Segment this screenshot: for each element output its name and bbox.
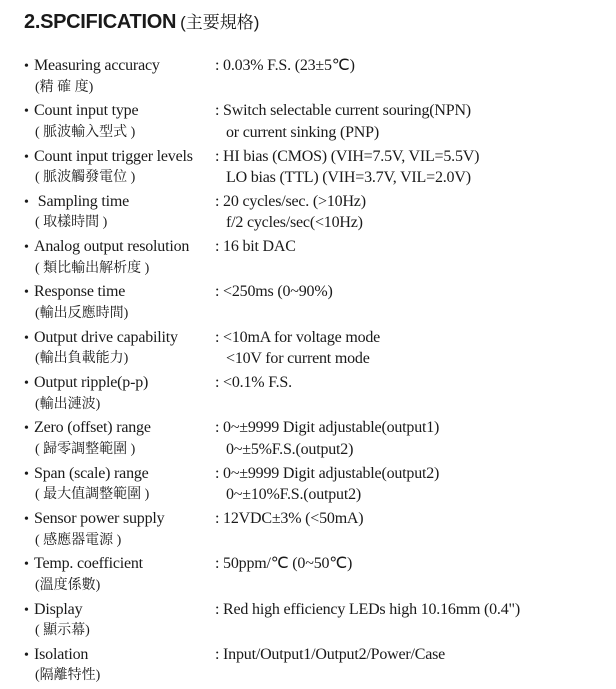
spec-label-cell [24,146,193,169]
spec-label-chinese: (精 確 度) [35,79,94,95]
spec-value: : Red high efficiency LEDs high 10.16mm (0.4") [215,600,520,618]
spec-label-cell [24,327,178,350]
spec-label-chinese: ( 脈波觸發電位 ) [35,170,136,186]
bullet-icon: • [24,511,29,527]
spec-value-continued: 0~±10%F.S.(output2) [226,486,362,504]
spec-value-continued: or current sinking (PNP) [226,123,379,141]
spec-value: : 0~±9999 Digit adjustable(output1) [215,419,440,437]
spec-row [24,146,614,191]
spec-label: Output ripple(p-p) [34,374,149,392]
spec-label-chinese: ( 脈波輸入型式 ) [35,124,136,140]
spec-row [24,327,614,372]
spec-label: Isolation [34,645,89,663]
spec-value: : <250ms (0~90%) [215,283,333,301]
bullet-icon: • [24,376,29,392]
spec-label: Count input type [34,102,139,120]
spec-label-chinese: ( 最大值調整範圍 ) [35,487,150,503]
spec-row [24,100,614,145]
spec-label: Display [34,600,83,618]
spec-label: Output drive capability [34,328,178,346]
spec-value: : <10mA for voltage mode [215,328,381,346]
spec-label-cell [24,372,148,395]
spec-value-continued: LO bias (TTL) (VIH=3.7V, VIL=2.0V) [226,169,471,187]
spec-row [24,463,614,508]
bullet-icon: • [24,104,29,120]
spec-label-cell [24,236,189,259]
bullet-icon: • [24,194,29,210]
bullet-icon: • [24,240,29,256]
spec-value: : <0.1% F.S. [215,374,292,392]
spec-row [24,417,614,462]
spec-value: : 12VDC±3% (<50mA) [215,509,364,527]
spec-value: : 0~±9999 Digit adjustable(output2) [215,464,440,482]
spec-row [24,372,614,417]
bullet-icon: • [24,149,29,165]
section-title-main: 2.SPCIFICATION [24,11,177,33]
spec-label-chinese: ( 取樣時間 ) [35,215,108,231]
spec-label-cell [24,644,88,667]
spec-value-continued: 0~±5%F.S.(output2) [226,440,354,458]
spec-value: : 0.03% F.S. (23±5℃) [215,57,355,74]
spec-row [24,553,614,598]
spec-row [24,55,614,100]
spec-label: Response time [34,283,126,301]
spec-label-chinese: (輸出漣波) [35,396,101,412]
spec-value-continued: f/2 cycles/sec(<10Hz) [226,214,363,232]
spec-label: Temp. coefficient [34,555,143,573]
spec-value: : HI bias (CMOS) (VIH=7.5V, VIL=5.5V) [215,147,480,165]
spec-label-cell [24,100,138,123]
spec-label: Count input trigger levels [34,147,193,165]
spec-value-continued: <10V for current mode [226,350,370,368]
spec-row [24,236,614,281]
spec-row [24,644,614,689]
spec-label-cell [24,417,151,440]
spec-label-chinese: ( 類比輸出解析度 ) [35,260,150,276]
spec-row [24,508,614,553]
bullet-icon: • [24,421,29,437]
spec-label-chinese: ( 感應器電源 ) [35,532,122,548]
spec-value: : 50ppm/℃ (0~50℃) [215,555,353,573]
spec-label: Sensor power supply [34,509,165,527]
spec-label-chinese: (隔離特性) [35,668,101,684]
bullet-icon: • [24,59,29,74]
spec-list [24,55,614,689]
spec-label-chinese: ( 顯示幕) [35,623,90,639]
spec-row [24,599,614,644]
spec-label-cell [24,281,125,304]
spec-label: Measuring accuracy [34,57,160,74]
spec-label: Zero (offset) range [34,419,151,437]
bullet-icon: • [24,466,29,482]
spec-label-cell [24,508,164,531]
spec-label-cell [24,191,129,214]
spec-label-cell [24,55,160,78]
bullet-icon: • [24,330,29,346]
spec-label: Span (scale) range [34,464,149,482]
section-title [24,8,259,34]
spec-value: : Input/Output1/Output2/Power/Case [215,645,446,663]
spec-label-chinese: (輸出負載能力) [35,351,129,367]
bullet-icon: • [24,602,29,618]
spec-row [24,281,614,326]
spec-label: Analog output resolution [34,238,190,256]
spec-label-cell [24,463,149,486]
spec-value: : 20 cycles/sec. (>10Hz) [215,192,366,210]
section-title-chinese: (主要規格) [180,13,260,32]
spec-label: Sampling time [34,192,129,210]
spec-label-chinese: (輸出反應時間) [35,306,129,322]
spec-value: : 16 bit DAC [215,238,296,256]
spec-label-chinese: (溫度係數) [35,577,101,593]
spec-row [24,191,614,236]
spec-label-cell [24,599,82,622]
bullet-icon: • [24,647,29,663]
bullet-icon: • [24,557,29,573]
bullet-icon: • [24,285,29,301]
spec-label-cell [24,553,143,576]
spec-label-chinese: ( 歸零調整範圍 ) [35,441,136,457]
spec-value: : Switch selectable current souring(NPN) [215,102,471,120]
